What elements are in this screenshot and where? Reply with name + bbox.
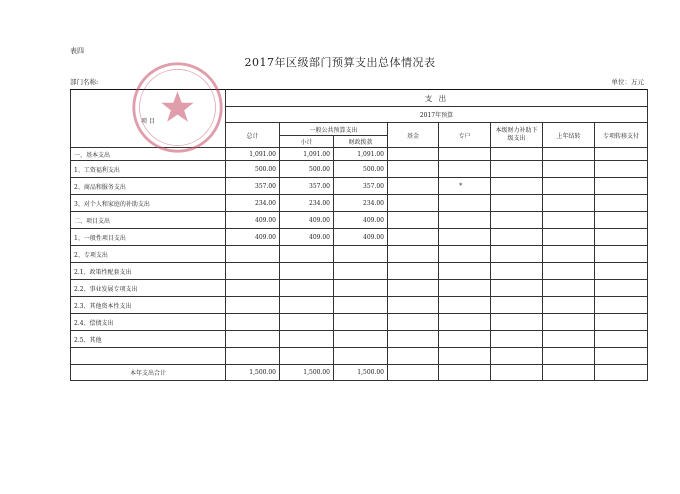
row-fund — [388, 280, 439, 297]
table-row — [71, 178, 648, 195]
row-transfer — [595, 148, 648, 161]
header-subsidy — [491, 123, 543, 148]
row-subsidy — [491, 280, 543, 297]
header-item-text: 项 目 — [141, 118, 155, 125]
table-row — [71, 195, 648, 212]
row-subtotal — [280, 297, 334, 314]
row-fund — [388, 195, 439, 212]
header-row-1 — [71, 90, 648, 107]
row-label: 1、一般性项目支出 — [71, 229, 226, 246]
row-total — [226, 314, 280, 331]
row-special — [439, 246, 491, 263]
row-total — [226, 348, 280, 365]
row-fiscal: 409.00 — [334, 229, 388, 246]
total-row-subsidy — [491, 365, 543, 381]
row-carryover — [543, 331, 595, 348]
row-carryover — [543, 314, 595, 331]
row-label: 2.1、政策性配套支出 — [71, 263, 226, 280]
row-transfer — [595, 212, 648, 229]
row-subsidy — [491, 148, 543, 161]
row-special — [439, 178, 491, 195]
row-fiscal — [334, 297, 388, 314]
row-subsidy — [491, 348, 543, 365]
budget-table — [70, 89, 648, 381]
row-total: 500.00 — [226, 161, 280, 178]
row-total: 409.00 — [226, 212, 280, 229]
row-subsidy — [491, 212, 543, 229]
total-row-special — [439, 365, 491, 381]
asterisk-mark: * — [459, 182, 463, 190]
row-special — [439, 314, 491, 331]
row-carryover — [543, 229, 595, 246]
row-total: 409.00 — [226, 229, 280, 246]
row-fund — [388, 263, 439, 280]
row-subtotal: 500.00 — [280, 161, 334, 178]
row-special — [439, 212, 491, 229]
document-title: 2017年区级部门预算支出总体情况表 — [244, 56, 436, 69]
header-transfer: 专项转移支付 — [595, 123, 648, 148]
row-special — [439, 331, 491, 348]
table-row — [71, 246, 648, 263]
row-label: 1、工资福利支出 — [71, 161, 226, 178]
row-fund — [388, 229, 439, 246]
row-subsidy — [491, 178, 543, 195]
row-carryover — [543, 348, 595, 365]
row-fiscal: 234.00 — [334, 195, 388, 212]
row-subtotal — [280, 314, 334, 331]
row-label: 2.4、偿债支出 — [71, 314, 226, 331]
header-subsidy-text: 本级财力补助下级支出 — [495, 127, 538, 142]
row-fiscal — [334, 331, 388, 348]
row-fiscal — [334, 314, 388, 331]
row-label: 2.5、其他 — [71, 331, 226, 348]
row-transfer — [595, 314, 648, 331]
row-transfer — [595, 161, 648, 178]
header-total: 总计 — [226, 123, 280, 148]
row-special — [439, 195, 491, 212]
row-fiscal — [334, 246, 388, 263]
row-special — [439, 161, 491, 178]
header-general-budget: 一般公共预算支出 — [280, 123, 388, 136]
row-subtotal — [280, 348, 334, 365]
row-transfer — [595, 178, 648, 195]
row-subsidy — [491, 161, 543, 178]
row-carryover — [543, 148, 595, 161]
table-row — [71, 314, 648, 331]
row-transfer — [595, 331, 648, 348]
row-special — [439, 348, 491, 365]
table-row — [71, 263, 648, 280]
row-label: 2.3、其他资本性支出 — [71, 297, 226, 314]
total-row-subtotal: 1,500.00 — [280, 365, 334, 381]
row-fund — [388, 148, 439, 161]
row-total: 1,091.00 — [226, 148, 280, 161]
row-total — [226, 263, 280, 280]
table-row — [71, 229, 648, 246]
table-row — [71, 297, 648, 314]
row-carryover — [543, 195, 595, 212]
row-transfer — [595, 297, 648, 314]
row-total — [226, 331, 280, 348]
row-subtotal: 234.00 — [280, 195, 334, 212]
table-row — [71, 331, 648, 348]
row-total — [226, 297, 280, 314]
total-row-fund — [388, 365, 439, 381]
row-carryover — [543, 263, 595, 280]
row-carryover — [543, 212, 595, 229]
header-expenditure: 支 出 — [226, 90, 648, 107]
row-subtotal: 1,091.00 — [280, 148, 334, 161]
row-carryover — [543, 246, 595, 263]
total-row — [71, 365, 648, 381]
row-special — [439, 148, 491, 161]
header-carryover: 上年结转 — [543, 123, 595, 148]
row-subtotal — [280, 263, 334, 280]
header-subtotal: 小计 — [280, 136, 334, 148]
department-label: 部门名称: — [70, 78, 99, 86]
row-transfer — [595, 263, 648, 280]
row-subsidy — [491, 314, 543, 331]
row-label: 二、项目支出 — [71, 212, 226, 229]
row-fund — [388, 178, 439, 195]
row-transfer — [595, 195, 648, 212]
row-fund — [388, 297, 439, 314]
row-carryover — [543, 161, 595, 178]
row-subtotal — [280, 331, 334, 348]
row-fiscal — [334, 280, 388, 297]
row-total — [226, 280, 280, 297]
row-fiscal — [334, 263, 388, 280]
table-row — [71, 148, 648, 161]
row-transfer — [595, 246, 648, 263]
row-subtotal — [280, 280, 334, 297]
row-label: 2、商品和服务支出 — [71, 178, 226, 195]
row-fiscal: 1,091.00 — [334, 148, 388, 161]
row-carryover — [543, 297, 595, 314]
row-fund — [388, 212, 439, 229]
row-subsidy — [491, 246, 543, 263]
row-subsidy — [491, 263, 543, 280]
row-fund — [388, 161, 439, 178]
row-fiscal — [334, 348, 388, 365]
header-fiscal-allocation: 财政拨款 — [334, 136, 388, 148]
unit-label: 单位：万元 — [611, 78, 644, 86]
row-carryover — [543, 280, 595, 297]
row-label: 2.2、事业发展专项支出 — [71, 280, 226, 297]
row-carryover — [543, 178, 595, 195]
row-special — [439, 280, 491, 297]
header-fund: 基金 — [388, 123, 439, 148]
header-item — [71, 90, 226, 148]
header-special: 专户 — [439, 123, 491, 148]
row-fund — [388, 314, 439, 331]
row-label — [71, 348, 226, 365]
row-subtotal: 357.00 — [280, 178, 334, 195]
row-fund — [388, 331, 439, 348]
table-row — [71, 212, 648, 229]
row-fiscal: 357.00 — [334, 178, 388, 195]
table-row — [71, 348, 648, 365]
row-special — [439, 297, 491, 314]
total-row-total: 1,500.00 — [226, 365, 280, 381]
row-subsidy — [491, 331, 543, 348]
row-subtotal: 409.00 — [280, 212, 334, 229]
row-special — [439, 229, 491, 246]
row-subsidy — [491, 229, 543, 246]
row-fund — [388, 348, 439, 365]
row-subsidy — [491, 297, 543, 314]
row-label: 3、对个人和家庭的补助支出 — [71, 195, 226, 212]
total-row-label: 本年支出合计 — [71, 365, 226, 381]
row-transfer — [595, 229, 648, 246]
row-total: 357.00 — [226, 178, 280, 195]
table-row — [71, 280, 648, 297]
row-subtotal — [280, 246, 334, 263]
row-fund — [388, 246, 439, 263]
row-label: 一、基本支出 — [71, 148, 226, 161]
row-fiscal: 409.00 — [334, 212, 388, 229]
total-row-fiscal: 1,500.00 — [334, 365, 388, 381]
header-budget-year: 2017年预算 — [226, 107, 648, 123]
form-code: 表四 — [70, 47, 84, 55]
row-transfer — [595, 280, 648, 297]
row-fiscal: 500.00 — [334, 161, 388, 178]
row-special — [439, 263, 491, 280]
row-total — [226, 246, 280, 263]
row-label: 2、专项支出 — [71, 246, 226, 263]
row-subtotal: 409.00 — [280, 229, 334, 246]
row-transfer — [595, 348, 648, 365]
total-row-transfer — [595, 365, 648, 381]
row-subsidy — [491, 195, 543, 212]
total-row-carryover — [543, 365, 595, 381]
row-total: 234.00 — [226, 195, 280, 212]
table-row — [71, 161, 648, 178]
